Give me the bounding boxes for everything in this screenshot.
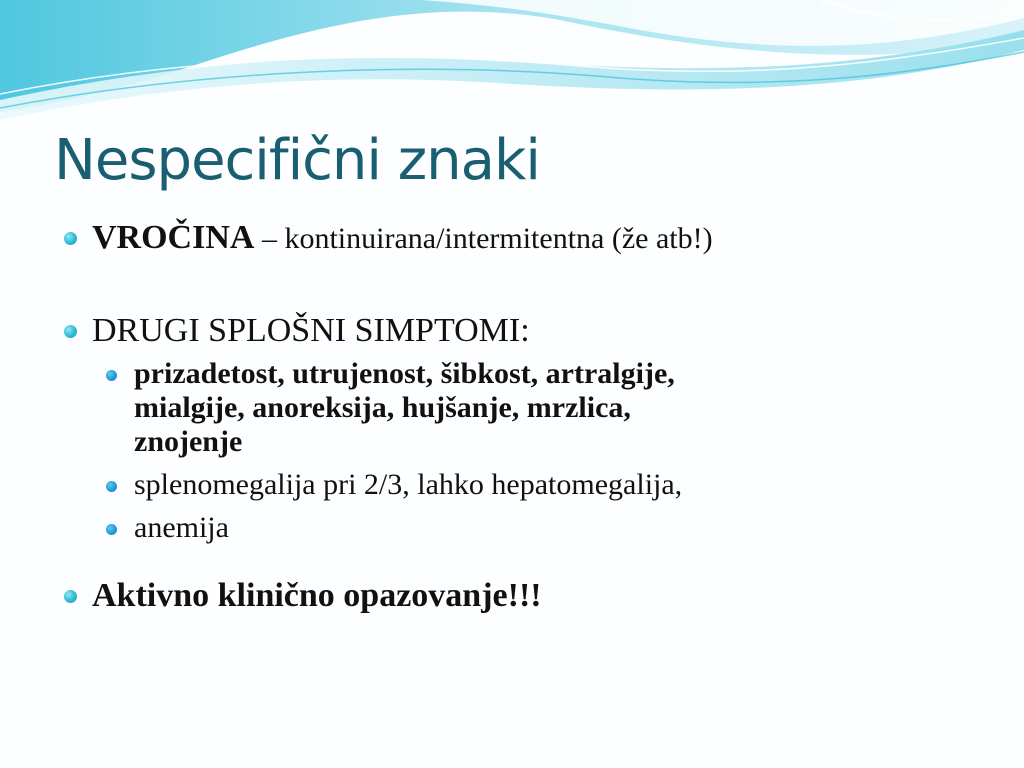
wave-decoration	[0, 0, 1024, 130]
symptoms-sublist	[104, 357, 992, 545]
fever-description: kontinuirana/intermitentna (že atb!)	[284, 222, 713, 255]
general-symptoms-label: DRUGI SPLOŠNI SIMPTOMI:	[92, 312, 530, 349]
observation-text: Aktivno klinično opazovanje!!!	[92, 577, 542, 614]
sub-item-anemia	[104, 511, 992, 545]
fever-label: VROČINA	[92, 219, 255, 256]
list-item-observation	[62, 573, 992, 619]
symptoms-line: prizadetost, utrujenost, šibkost, artralgije,	[134, 357, 675, 390]
bullet-dot-icon	[64, 325, 77, 338]
sub-bullet-dot-icon	[106, 524, 117, 535]
anemia-text: anemija	[134, 511, 229, 544]
slide-title: Nespecifični znaki	[54, 128, 540, 193]
sub-item-splenomegaly	[104, 468, 992, 502]
list-item-fever	[62, 215, 992, 262]
bullet-list	[62, 215, 992, 619]
bullet-dot-icon	[64, 232, 77, 245]
symptoms-line: mialgije, anoreksija, hujšanje, mrzlica,	[134, 391, 631, 424]
bullet-dot-icon	[64, 590, 77, 603]
splenomegaly-text: splenomegalija pri 2/3, lahko hepatomegalija,	[134, 468, 683, 501]
sub-bullet-dot-icon	[106, 481, 117, 492]
sub-item-symptoms	[104, 357, 992, 459]
symptoms-line: znojenje	[134, 425, 243, 458]
list-item-general-symptoms	[62, 308, 992, 354]
sub-bullet-dot-icon	[106, 370, 117, 381]
fever-separator: –	[254, 222, 285, 255]
